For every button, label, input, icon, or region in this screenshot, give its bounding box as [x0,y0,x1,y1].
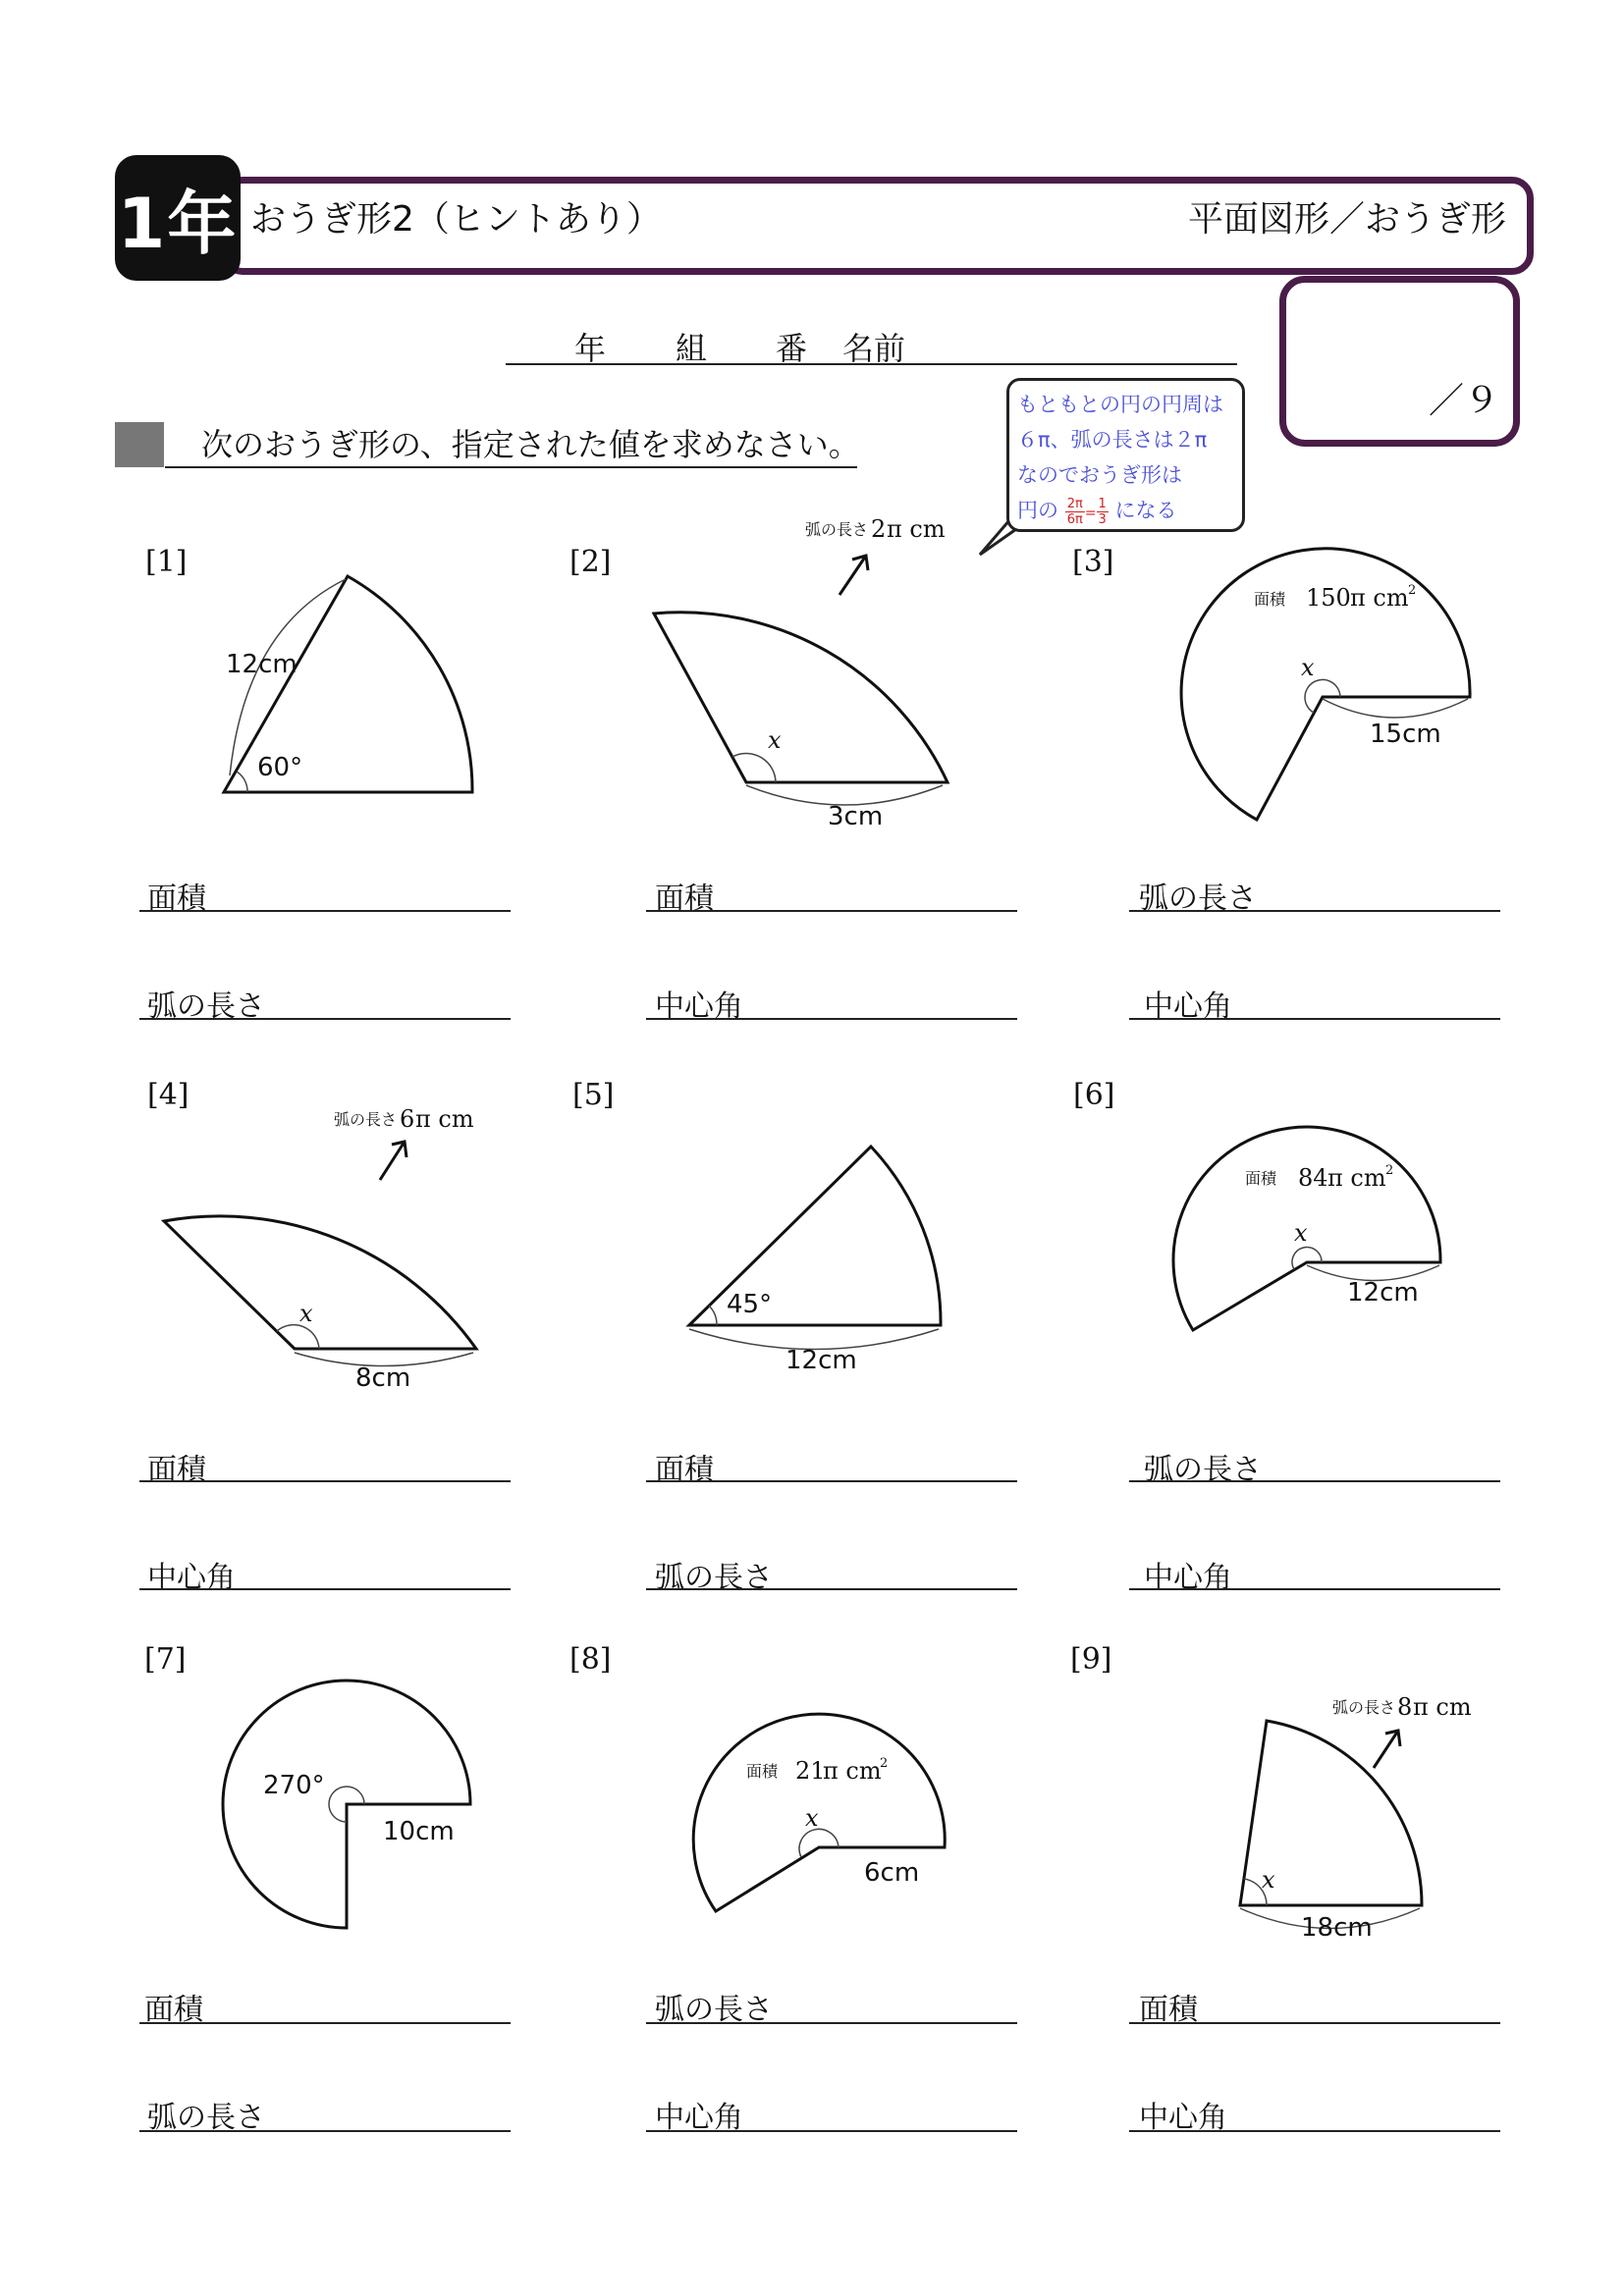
answer-6b-label: 中心角 [1144,1561,1232,1595]
answer-3a-label: 弧の長さ [1139,881,1257,916]
label-4-radius: 8cm [355,1363,411,1393]
answer-4b-line[interactable] [139,1588,511,1590]
problem-3-number: [3] [1072,545,1114,579]
label-3-x: x [1301,654,1315,681]
label-5-angle: 45° [727,1290,773,1319]
answer-6a-label: 弧の長さ [1144,1453,1262,1487]
label-7-angle: 270° [263,1771,325,1800]
fraction-numerator: 1 [1098,496,1107,511]
label-1-radius: 12cm [226,650,298,679]
label-6-radius: 12cm [1347,1278,1419,1308]
label-8-area-prefix: 面積 [746,1762,779,1781]
sector-2 [654,613,947,782]
label-3-radius: 15cm [1370,720,1441,749]
answer-5b-line[interactable] [646,1588,1017,1590]
fraction-numerator: 2π [1066,496,1083,511]
name-year-label: 年 [574,330,607,367]
problem-9-number: [9] [1070,1642,1112,1677]
label-6-area-prefix: 面積 [1245,1169,1277,1188]
name-class-label: 組 [676,330,708,367]
label-9-x: x [1262,1866,1275,1894]
answer-8b-line[interactable] [646,2130,1017,2132]
answer-2b-line[interactable] [646,1018,1017,1020]
arrow-icon-9 [1374,1731,1400,1768]
answer-2a-line[interactable] [646,910,1017,912]
hint-line-4-suffix: になる [1114,499,1177,522]
label-2-arc-value: 2 [871,515,887,543]
label-4-x: x [299,1300,313,1327]
label-4-arc-value: 6 [400,1105,415,1133]
name-number-label: 番 [776,330,808,367]
answer-4a-label: 面積 [147,1453,206,1487]
answer-1a-line[interactable] [139,910,511,912]
label-1-angle: 60° [257,753,303,782]
label-2-arc-unit: π cm [887,515,946,543]
arrow-icon-2 [839,556,868,595]
sector-4 [164,1216,476,1349]
label-8-radius: 6cm [864,1858,920,1888]
label-8-area-exponent: 2 [880,1756,889,1771]
answer-6a-line[interactable] [1129,1480,1500,1482]
dimension-arc-3 [1323,699,1468,718]
problem-5-number: [5] [572,1078,615,1112]
problem-1-number: [1] [145,545,188,579]
worksheet-title: おうぎ形2（ヒントあり） [250,199,662,240]
answer-9b-label: 中心角 [1139,2101,1227,2135]
label-4-arc-unit: π cm [415,1105,474,1133]
answer-4a-line[interactable] [139,1480,511,1482]
fraction-equals: = [1084,506,1097,521]
label-9-radius: 18cm [1301,1913,1373,1943]
hint-line-3: なのでおうぎ形は [1017,463,1182,487]
answer-7a-label: 面積 [144,1993,203,2027]
label-3-area-unit: π cm [1350,584,1409,612]
label-9-arc-value: 8 [1397,1693,1413,1721]
label-8-area-unit: π cm [823,1757,882,1785]
fraction-denominator: 6π [1066,511,1083,527]
arrow-icon-4 [380,1142,406,1180]
answer-3b-label: 中心角 [1144,989,1232,1024]
hint-line-1: もともとの円の円周は [1017,393,1223,416]
answer-5a-line[interactable] [646,1480,1017,1482]
answer-4b-label: 中心角 [147,1561,236,1595]
hint-line-2: ６π、弧の長さは２π [1017,428,1208,452]
instruction-text: 次のおうぎ形の、指定された値を求めなさい。 [201,426,860,463]
answer-1b-label: 弧の長さ [147,989,265,1024]
problem-8-number: [8] [569,1642,612,1677]
label-4-arc-prefix: 弧の長さ [334,1110,398,1129]
answer-9a-label: 面積 [1139,1993,1198,2027]
answer-8a-label: 弧の長さ [655,1993,773,2027]
answer-8b-label: 中心角 [655,2101,743,2135]
label-8-x: x [805,1804,819,1832]
problem-6-number: [6] [1073,1078,1115,1112]
label-8-area-value: 21 [795,1757,826,1785]
answer-3a-line[interactable] [1129,910,1500,912]
problem-7-number: [7] [144,1642,187,1677]
label-2-x: x [768,726,782,754]
answer-5b-label: 弧の長さ [655,1561,773,1595]
answer-7b-line[interactable] [139,2130,511,2132]
label-6-area-unit: π cm [1327,1164,1386,1192]
answer-7a-line[interactable] [139,2022,511,2024]
score-total: ／９ [1429,381,1500,421]
sector-7 [223,1681,470,1928]
answer-2b-label: 中心角 [655,989,743,1024]
label-2-radius: 3cm [828,802,884,831]
label-3-area-exponent: 2 [1408,583,1417,598]
answer-5a-label: 面積 [655,1453,714,1487]
label-9-arc-unit: π cm [1413,1693,1472,1721]
answer-3b-line[interactable] [1129,1018,1500,1020]
problem-4-number: [4] [147,1078,189,1112]
label-6-area-value: 84 [1298,1164,1328,1192]
name-name-label: 名前 [842,330,906,367]
answer-8a-line[interactable] [646,2022,1017,2024]
worksheet-category: 平面図形／おうぎ形 [1187,199,1506,240]
answer-1b-line[interactable] [139,1018,511,1020]
grade-badge: 1年 [115,155,241,281]
answer-7b-label: 弧の長さ [147,2101,265,2135]
label-5-radius: 12cm [785,1346,857,1375]
answer-1a-label: 面積 [147,881,206,916]
label-6-x: x [1294,1219,1308,1247]
label-9-arc-prefix: 弧の長さ [1332,1698,1396,1717]
label-7-radius: 10cm [383,1817,455,1846]
problem-2-number: [2] [569,545,612,579]
label-6-area-exponent: 2 [1385,1163,1394,1178]
answer-9b-line[interactable] [1129,2130,1500,2132]
label-2-arc-prefix: 弧の長さ [805,520,869,539]
hint-line-4-prefix: 円の [1017,499,1058,522]
answer-6b-line[interactable] [1129,1588,1500,1590]
answer-2a-label: 面積 [655,881,714,916]
fraction-denominator: 3 [1098,511,1107,527]
label-3-area-prefix: 面積 [1254,590,1286,609]
label-3-area-value: 150 [1306,584,1351,612]
answer-9a-line[interactable] [1129,2022,1500,2024]
